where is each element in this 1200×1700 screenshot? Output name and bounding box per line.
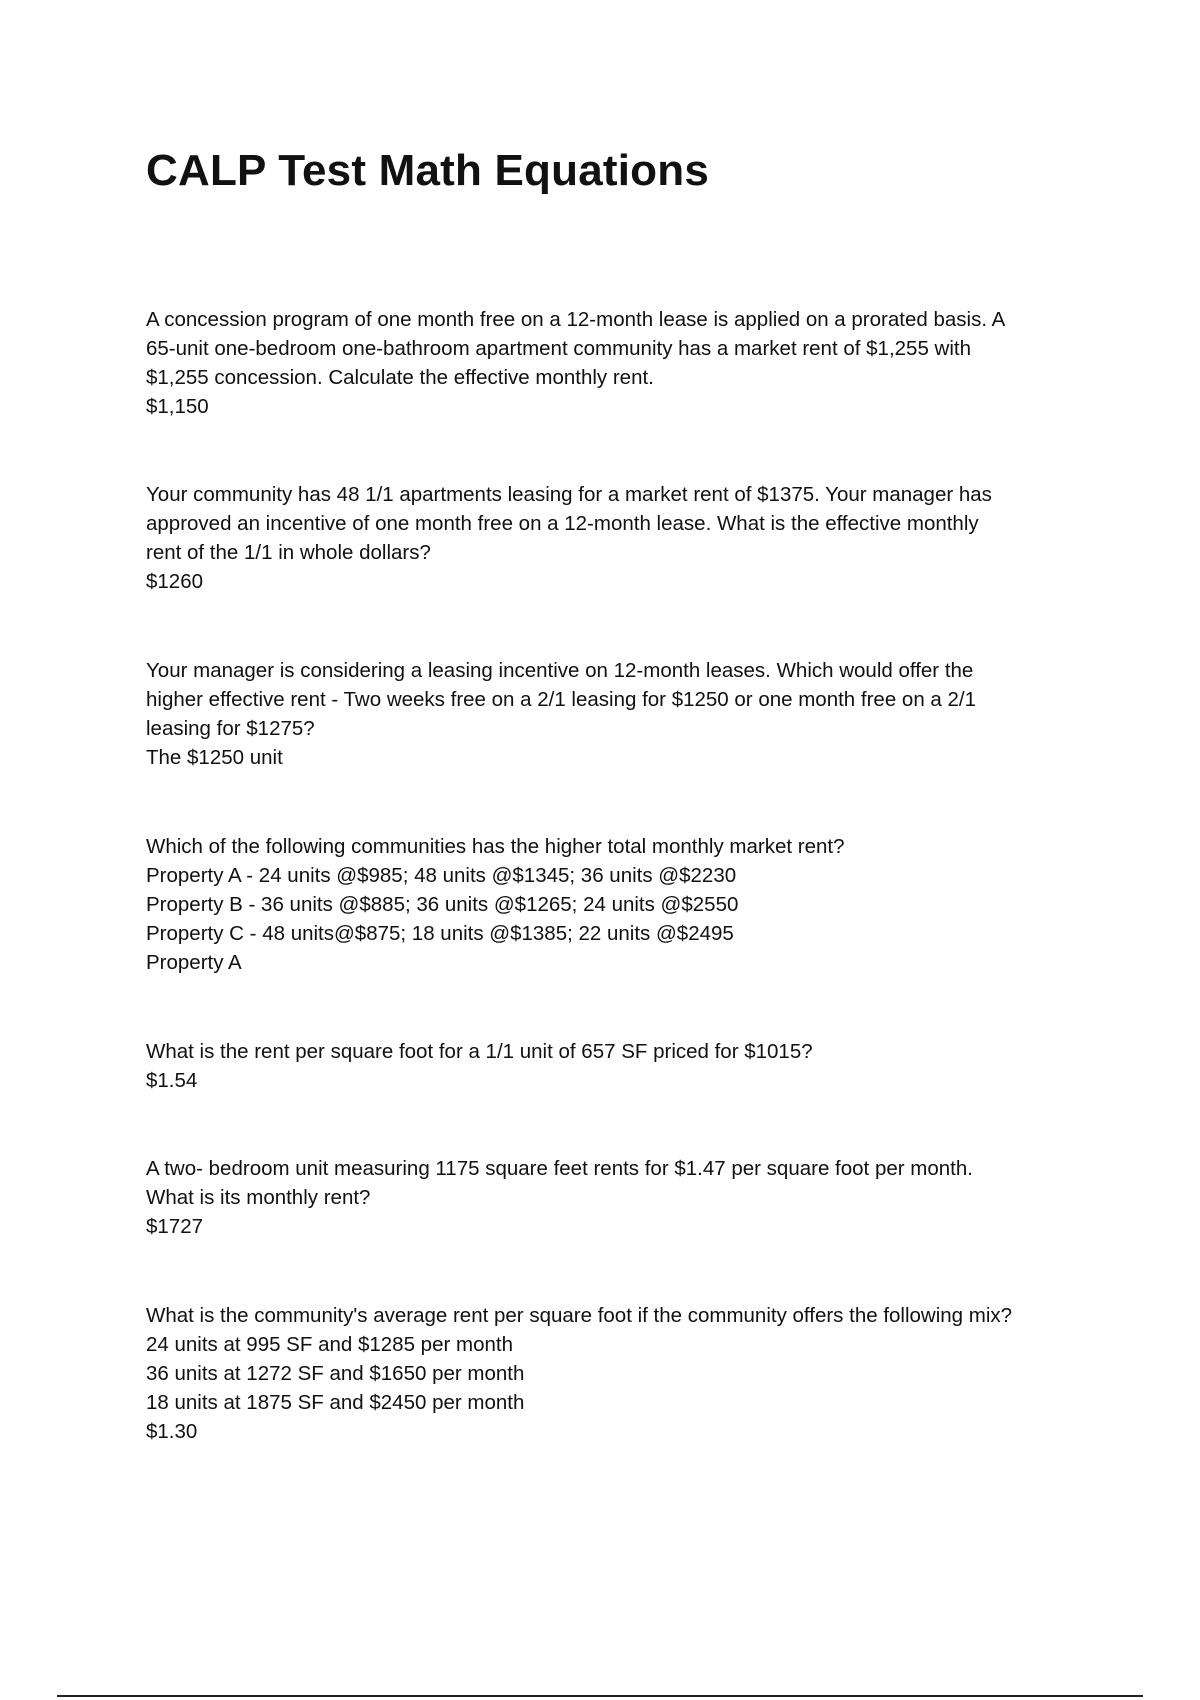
- question-line: leasing for $1275?: [146, 717, 315, 740]
- question-line: 36 units at 1272 SF and $1650 per month: [146, 1362, 525, 1385]
- answer-text: $1.54: [146, 1069, 198, 1092]
- answer-text: $1727: [146, 1215, 204, 1238]
- answer-text: Property A: [146, 951, 242, 974]
- question-line: A two- bedroom unit measuring 1175 square feet rents for $1.47 per square foot per month.: [146, 1157, 973, 1180]
- question-line: Which of the following communities has the higher total monthly market rent?: [146, 835, 845, 858]
- question-line: Property B - 36 units @$885; 36 units @$1265; 24 units @$2550: [146, 893, 739, 916]
- question-line: Your community has 48 1/1 apartments leasing for a market rent of $1375. Your manager has: [146, 483, 992, 506]
- answer-text: $1,150: [146, 395, 209, 418]
- page-title: CALP Test Math Equations: [146, 146, 709, 195]
- question-line: rent of the 1/1 in whole dollars?: [146, 541, 431, 564]
- question-block-1: [146, 305, 1086, 421]
- question-line: $1,255 concession. Calculate the effective monthly rent.: [146, 366, 654, 389]
- answer-text: $1260: [146, 570, 204, 593]
- question-line: 18 units at 1875 SF and $2450 per month: [146, 1391, 525, 1414]
- question-line: What is the community's average rent per square foot if the community offers the following mix?: [146, 1304, 1013, 1327]
- question-line: What is the rent per square foot for a 1/1 unit of 657 SF priced for $1015?: [146, 1040, 813, 1063]
- question-line: What is its monthly rent?: [146, 1186, 371, 1209]
- footer-divider: [57, 1695, 1143, 1697]
- question-block-5: [146, 1037, 1086, 1095]
- question-line: Property C - 48 units@$875; 18 units @$1385; 22 units @$2495: [146, 922, 734, 945]
- question-block-7: [146, 1301, 1086, 1446]
- question-block-3: [146, 656, 1086, 772]
- question-block-4: [146, 832, 1086, 977]
- question-line: Property A - 24 units @$985; 48 units @$1345; 36 units @$2230: [146, 864, 737, 887]
- question-line: 24 units at 995 SF and $1285 per month: [146, 1333, 513, 1356]
- answer-text: $1.30: [146, 1420, 198, 1443]
- question-line: higher effective rent - Two weeks free on a 2/1 leasing for $1250 or one month free on a 2/1: [146, 688, 977, 711]
- question-block-2: [146, 480, 1086, 596]
- question-line: Your manager is considering a leasing incentive on 12-month leases. Which would offer the: [146, 659, 974, 682]
- question-line: A concession program of one month free on a 12-month lease is applied on a prorated basis. A: [146, 308, 1006, 331]
- question-block-6: [146, 1154, 1086, 1241]
- question-line: 65-unit one-bedroom one-bathroom apartment community has a market rent of $1,255 with: [146, 337, 971, 360]
- question-line: approved an incentive of one month free on a 12-month lease. What is the effective monthly: [146, 512, 979, 535]
- answer-text: The $1250 unit: [146, 746, 283, 769]
